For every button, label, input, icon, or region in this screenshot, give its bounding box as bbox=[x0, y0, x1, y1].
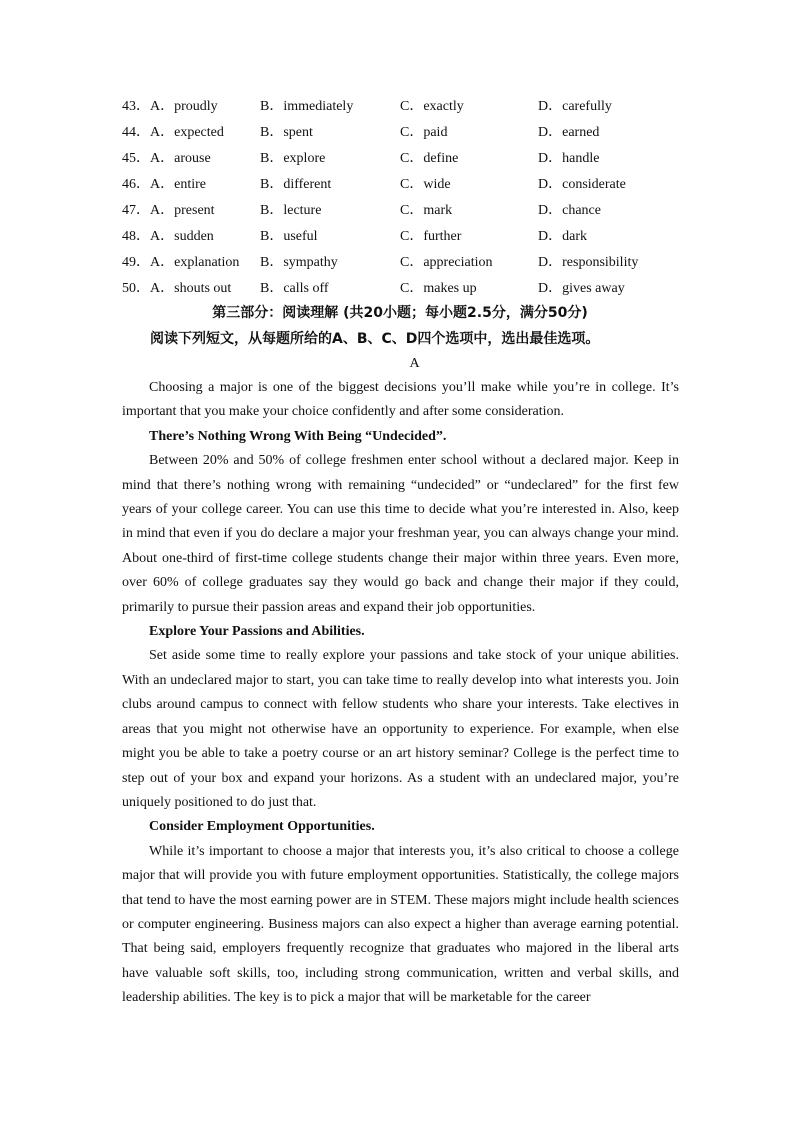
option-d-text: chance bbox=[562, 203, 601, 218]
option-a-text: entire bbox=[174, 177, 206, 192]
option-row-43 bbox=[122, 94, 702, 120]
passage-heading-undecided: There’s Nothing Wrong With Being “Undecided”. bbox=[149, 428, 447, 444]
option-d: D．considerate bbox=[538, 177, 626, 192]
option-b-text: sympathy bbox=[283, 255, 338, 270]
option-c-text: mark bbox=[423, 203, 453, 218]
option-b-text: lecture bbox=[283, 203, 322, 218]
option-b: B．immediately bbox=[260, 99, 354, 114]
option-a-text: present bbox=[174, 203, 215, 218]
section-instruction: 阅读下列短文，从每题所给的A、B、C、D四个选项中，选出最佳选项。 bbox=[150, 331, 600, 347]
option-d: D．dark bbox=[538, 229, 588, 244]
question-number: 50 bbox=[122, 281, 136, 296]
option-d-text: responsibility bbox=[562, 255, 639, 270]
option-b: B．lecture bbox=[260, 203, 322, 218]
option-d-text: handle bbox=[562, 151, 600, 166]
question-number: 49 bbox=[122, 255, 136, 270]
option-b-text: explore bbox=[283, 151, 326, 166]
option-row-49 bbox=[122, 250, 702, 276]
option-b: B．sympathy bbox=[260, 255, 338, 270]
question-number: 48 bbox=[122, 229, 136, 244]
option-a: 44．A．expected bbox=[122, 125, 224, 140]
option-row-47 bbox=[122, 198, 702, 224]
option-a-text: proudly bbox=[174, 99, 218, 114]
option-c: C．wide bbox=[400, 177, 451, 192]
option-d-text: considerate bbox=[562, 177, 626, 192]
option-a-text: shouts out bbox=[174, 281, 232, 296]
option-c-text: appreciation bbox=[423, 255, 493, 270]
option-d: D．chance bbox=[538, 203, 601, 218]
option-c-text: wide bbox=[423, 177, 451, 192]
option-c: C．mark bbox=[400, 203, 453, 218]
passage-paragraph-undecided: Between 20% and 50% of college freshmen enter school without a declared major. Keep in mind that there’s nothing wrong with remaining “undecided” or “undeclared” for the first few years of your college career. You can use this time to decide what you’re interested in. Also, keep in mind that even if you do declare a major your freshman year, you can always change your mind. About one-third of first-time college students change their major within three years. Even more, over 60% of college graduates say they would go back and change their major if they could, primarily to pursue their passion areas and expand their job opportunities. bbox=[122, 453, 679, 615]
option-b-text: calls off bbox=[283, 281, 329, 296]
option-a-text: explanation bbox=[174, 255, 240, 270]
option-row-46 bbox=[122, 172, 702, 198]
option-a: 50．A．shouts out bbox=[122, 281, 232, 296]
passage-heading-passions: Explore Your Passions and Abilities. bbox=[149, 624, 365, 640]
option-a-text: arouse bbox=[174, 151, 211, 166]
question-number: 47 bbox=[122, 203, 136, 218]
option-c: C．makes up bbox=[400, 281, 477, 296]
passage-letter: A bbox=[409, 356, 420, 371]
option-d: D．carefully bbox=[538, 99, 612, 114]
option-d: D．responsibility bbox=[538, 255, 639, 270]
option-b: B．useful bbox=[260, 229, 318, 244]
option-c-text: define bbox=[423, 151, 459, 166]
option-c-text: further bbox=[423, 229, 462, 244]
option-c-text: paid bbox=[423, 125, 448, 140]
option-c-text: makes up bbox=[423, 281, 477, 296]
option-row-44 bbox=[122, 120, 702, 146]
option-row-45 bbox=[122, 146, 702, 172]
option-a: 48．A．sudden bbox=[122, 229, 214, 244]
question-number: 43 bbox=[122, 99, 136, 114]
option-a-text: expected bbox=[174, 125, 224, 140]
option-b-text: useful bbox=[283, 229, 318, 244]
cloze-options-list bbox=[122, 94, 702, 302]
option-b: B．different bbox=[260, 177, 332, 192]
question-number: 46 bbox=[122, 177, 136, 192]
option-a: 45．A．arouse bbox=[122, 151, 211, 166]
question-number: 45 bbox=[122, 151, 136, 166]
option-c: C．define bbox=[400, 151, 459, 166]
option-d-text: gives away bbox=[562, 281, 625, 296]
option-c: C．further bbox=[400, 229, 462, 244]
option-b-text: different bbox=[283, 177, 332, 192]
option-c-text: exactly bbox=[423, 99, 464, 114]
section-title: 第三部分：阅读理解 (共20小题；每小题2.5分，满分50分) bbox=[212, 305, 588, 321]
option-d: D．handle bbox=[538, 151, 600, 166]
option-a: 49．A．explanation bbox=[122, 255, 240, 270]
passage-paragraph-passions: Set aside some time to really explore your passions and take stock of your unique abilities. With an undeclared major to start, you can take time to really develop into what interests you. Join clubs around campus to connect with fellow students who share your interests. Take electives in areas that you might not otherwise have an opportunity to experience. For example, when else might you be able to take a poetry course or an art history seminar? College is the perfect time to step out of your box and expand your horizons. As a student with an undeclared major, you’re uniquely positioned to do just that. bbox=[122, 648, 679, 810]
passage-paragraph-employment: While it’s important to choose a major that interests you, it’s also critical to choose a college major that will provide you with future employment opportunities. Statistically, the college majors that tend to have the most earning power are in STEM. These majors might include health sciences or computer engineering. Business majors can also expect a higher than average earning potential. That being said, employers frequently recognize that graduates who majored in the liberal arts have valuable soft skills, too, including strong communication, written and verbal skills, and leadership abilities. The key is to pick a major that will be marketable for the career bbox=[122, 843, 679, 1006]
option-d: D．gives away bbox=[538, 281, 625, 296]
option-b: B．spent bbox=[260, 125, 313, 140]
option-d-text: dark bbox=[562, 229, 588, 244]
question-number: 44 bbox=[122, 125, 136, 140]
option-b-text: spent bbox=[283, 125, 313, 140]
reading-passage bbox=[122, 376, 679, 1011]
option-d: D．earned bbox=[538, 125, 600, 140]
option-a: 46．A．entire bbox=[122, 177, 206, 192]
option-b: B．calls off bbox=[260, 281, 329, 296]
option-b-text: immediately bbox=[283, 99, 354, 114]
option-row-50 bbox=[122, 276, 702, 302]
option-c: C．exactly bbox=[400, 99, 464, 114]
option-d-text: carefully bbox=[562, 99, 612, 114]
passage-intro: Choosing a major is one of the biggest decisions you’ll make while you’re in college. It’s important that you make your choice confidently and after some consideration. bbox=[122, 380, 679, 420]
option-c: C．paid bbox=[400, 125, 448, 140]
option-a-text: sudden bbox=[174, 229, 214, 244]
option-b: B．explore bbox=[260, 151, 326, 166]
option-a: 47．A．present bbox=[122, 203, 215, 218]
passage-heading-employment: Consider Employment Opportunities. bbox=[149, 819, 375, 835]
option-a: 43．A．proudly bbox=[122, 99, 218, 114]
option-d-text: earned bbox=[562, 125, 600, 140]
option-c: C．appreciation bbox=[400, 255, 493, 270]
option-row-48 bbox=[122, 224, 702, 250]
